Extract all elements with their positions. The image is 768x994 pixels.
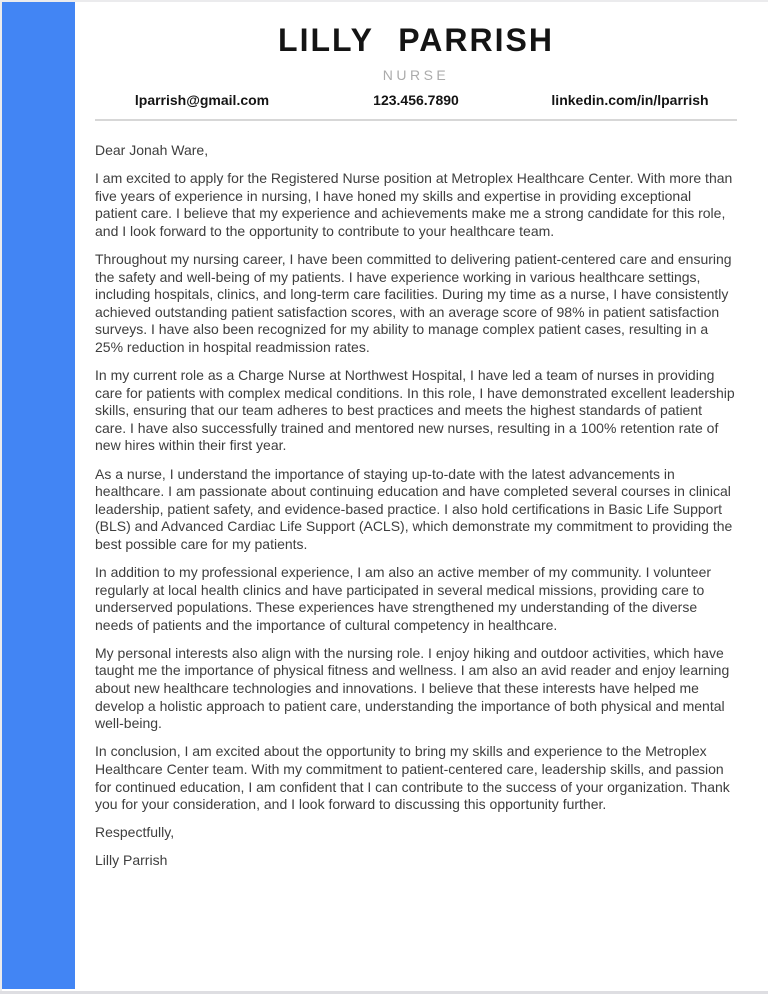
contact-row	[95, 93, 737, 107]
letter-body	[95, 142, 737, 870]
letter-paragraph: I am excited to apply for the Registered Nurse position at Metroplex Healthcare Center. With more than five years of experience in nursing, I have honed my skills and expertise in providing exceptional patient care. I believe that my experience and achievements make me a strong candidate for this role, and I look forward to the opportunity to contribute to your healthcare team.	[95, 170, 733, 239]
linkedin-text: linkedin.com/in/lparrish	[551, 92, 709, 108]
header-divider	[95, 119, 737, 121]
job-title: NURSE	[382, 67, 450, 83]
page-title: LILLY PARRISH	[278, 22, 554, 58]
signature: Lilly Parrish	[95, 852, 168, 869]
letter-paragraph: As a nurse, I understand the importance of staying up-to-date with the latest advancements in healthcare. I am passionate about continuing education and have completed several courses in clinical leadership, patient safety, and evidence-based practice. I also hold certifications in Basic Life Support (BLS) and Advanced Cardiac Life Support (ACLS), which demonstrate my commitment to providing the best possible care for my patients.	[95, 465, 733, 552]
accent-sidebar	[2, 2, 75, 989]
greeting: Dear Jonah Ware,	[95, 142, 209, 158]
letter-paragraph: Throughout my nursing career, I have been committed to delivering patient-centered care and ensuring the safety and well-being of my patients. I have experience working in various healthcare settings, including hospitals, clinics, and long-term care facilities. During my time as a nurse, I have consistently achieved outstanding patient satisfaction scores, with an average score of 98% in patient satisfaction surveys. I have also been recognized for my ability to manage complex patient cases, resulting in a 25% reduction in hospital readmission rates.	[95, 250, 732, 355]
email-text: lparrish@gmail.com	[134, 92, 270, 108]
letter-paragraph: In addition to my professional experience, I am also an active member of my community. I volunteer regularly at local health clinics and have participated in several medical missions, providing care to underserved populations. These experiences have strengthened my understanding of the diverse needs of patients and the importance of cultural competency in healthcare.	[95, 563, 712, 633]
letter-content	[95, 0, 737, 870]
letter-paragraph: My personal interests also align with the nursing role. I enjoy hiking and outdoor activities, which have taught me the importance of physical fitness and wellness. I am also an avid reader and enjoy learning about new healthcare technologies and innovations. I believe that these interests have helped me develop a holistic approach to patient care, understanding the importance of both physical and mental well-being.	[95, 644, 730, 732]
letter-paragraph: In conclusion, I am excited about the opportunity to bring my skills and experience to the Metroplex Healthcare Center team. With my commitment to patient-centered care, leadership skills, and passion for continued education, I am confident that I can contribute to the success of your organization. Thank you for your consideration, and I look forward to discussing this opportunity further.	[95, 743, 730, 813]
letter-header	[95, 0, 737, 121]
phone-text: 123.456.7890	[373, 92, 459, 108]
closing: Respectfully,	[95, 824, 175, 841]
letter-paragraph: In my current role as a Charge Nurse at Northwest Hospital, I have led a team of nurses in providing care for patients with complex medical conditions. In this role, I have demonstrated excellent leadership skills, ensuring that our team adheres to best practices and meets the highest standards of patient care. I have also successfully trained and mentored new nurses, resulting in a 100% retention rate of new hires within their first year.	[95, 367, 735, 454]
